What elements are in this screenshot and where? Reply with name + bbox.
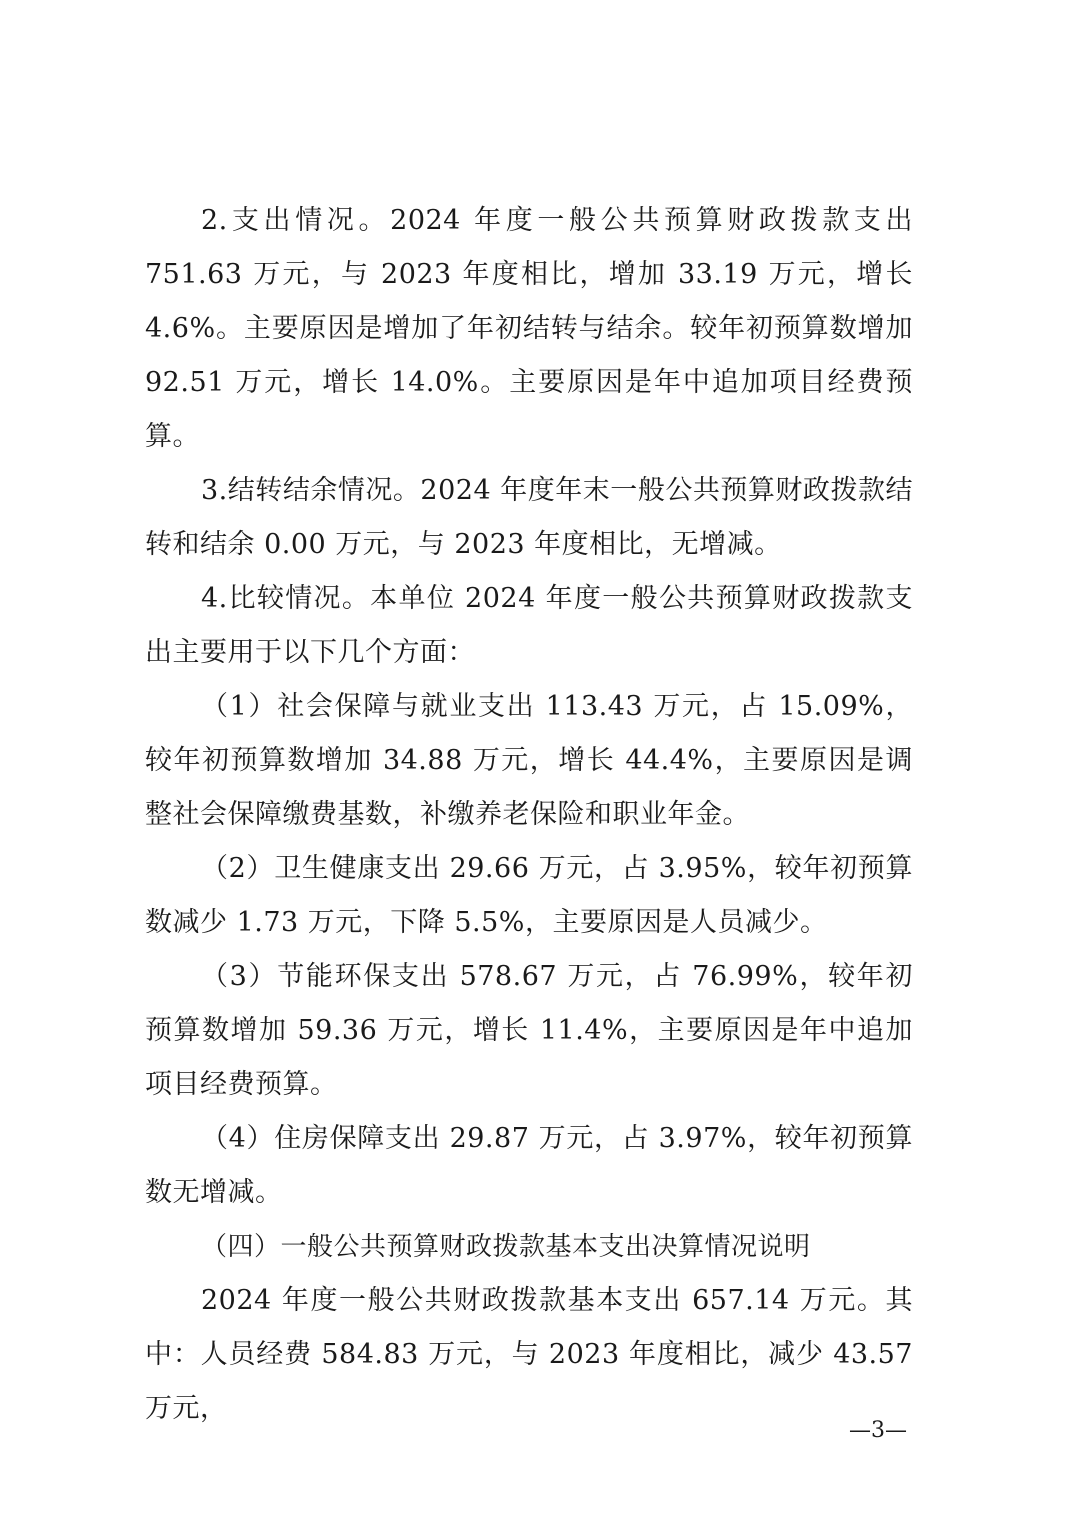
paragraph-basic-expenditure: 2024 年度一般公共财政拨款基本支出 657.14 万元。其中：人员经费 584.83 万元，与 2023 年度相比，减少 43.57 万元， — [145, 1285, 913, 1424]
paragraph-expenditure: 2.支出情况。2024 年度一般公共预算财政拨款支出 751.63 万元，与 2023 年度相比，增加 33.19 万元，增长 4.6%。主要原因是增加了年初结转与结余。较年初预算数增加 92.51 万元，增长 14.0%。主要原因是年中追加项目经费预算。 — [145, 205, 913, 452]
paragraph-comparison: 4.比较情况。本单位 2024 年度一般公共预算财政拨款支出主要用于以下几个方面： — [145, 583, 913, 668]
paragraph-health: （2）卫生健康支出 29.66 万元，占 3.95%，较年初预算数减少 1.73 万元，下降 5.5%，主要原因是人员减少。 — [145, 853, 913, 938]
paragraph-housing: （4）住房保障支出 29.87 万元，占 3.97%，较年初预算数无增减。 — [145, 1123, 913, 1208]
paragraph-carryover: 3.结转结余情况。2024 年度年末一般公共预算财政拨款结转和结余 0.00 万元，与 2023 年度相比，无增减。 — [145, 475, 913, 560]
page-number: —3— — [849, 1418, 907, 1443]
paragraph-social-security: （1）社会保障与就业支出 113.43 万元，占 15.09%，较年初预算数增加 34.88 万元，增长 44.4%，主要原因是调整社会保障缴费基数，补缴养老保险和职业年金。 — [145, 691, 913, 830]
document-body — [145, 194, 913, 1436]
section-heading: （四）一般公共预算财政拨款基本支出决算情况说明 — [201, 1232, 811, 1262]
paragraph-energy-environment: （3）节能环保支出 578.67 万元，占 76.99%，较年初预算数增加 59.36 万元，增长 11.4%，主要原因是年中追加项目经费预算。 — [145, 961, 913, 1100]
